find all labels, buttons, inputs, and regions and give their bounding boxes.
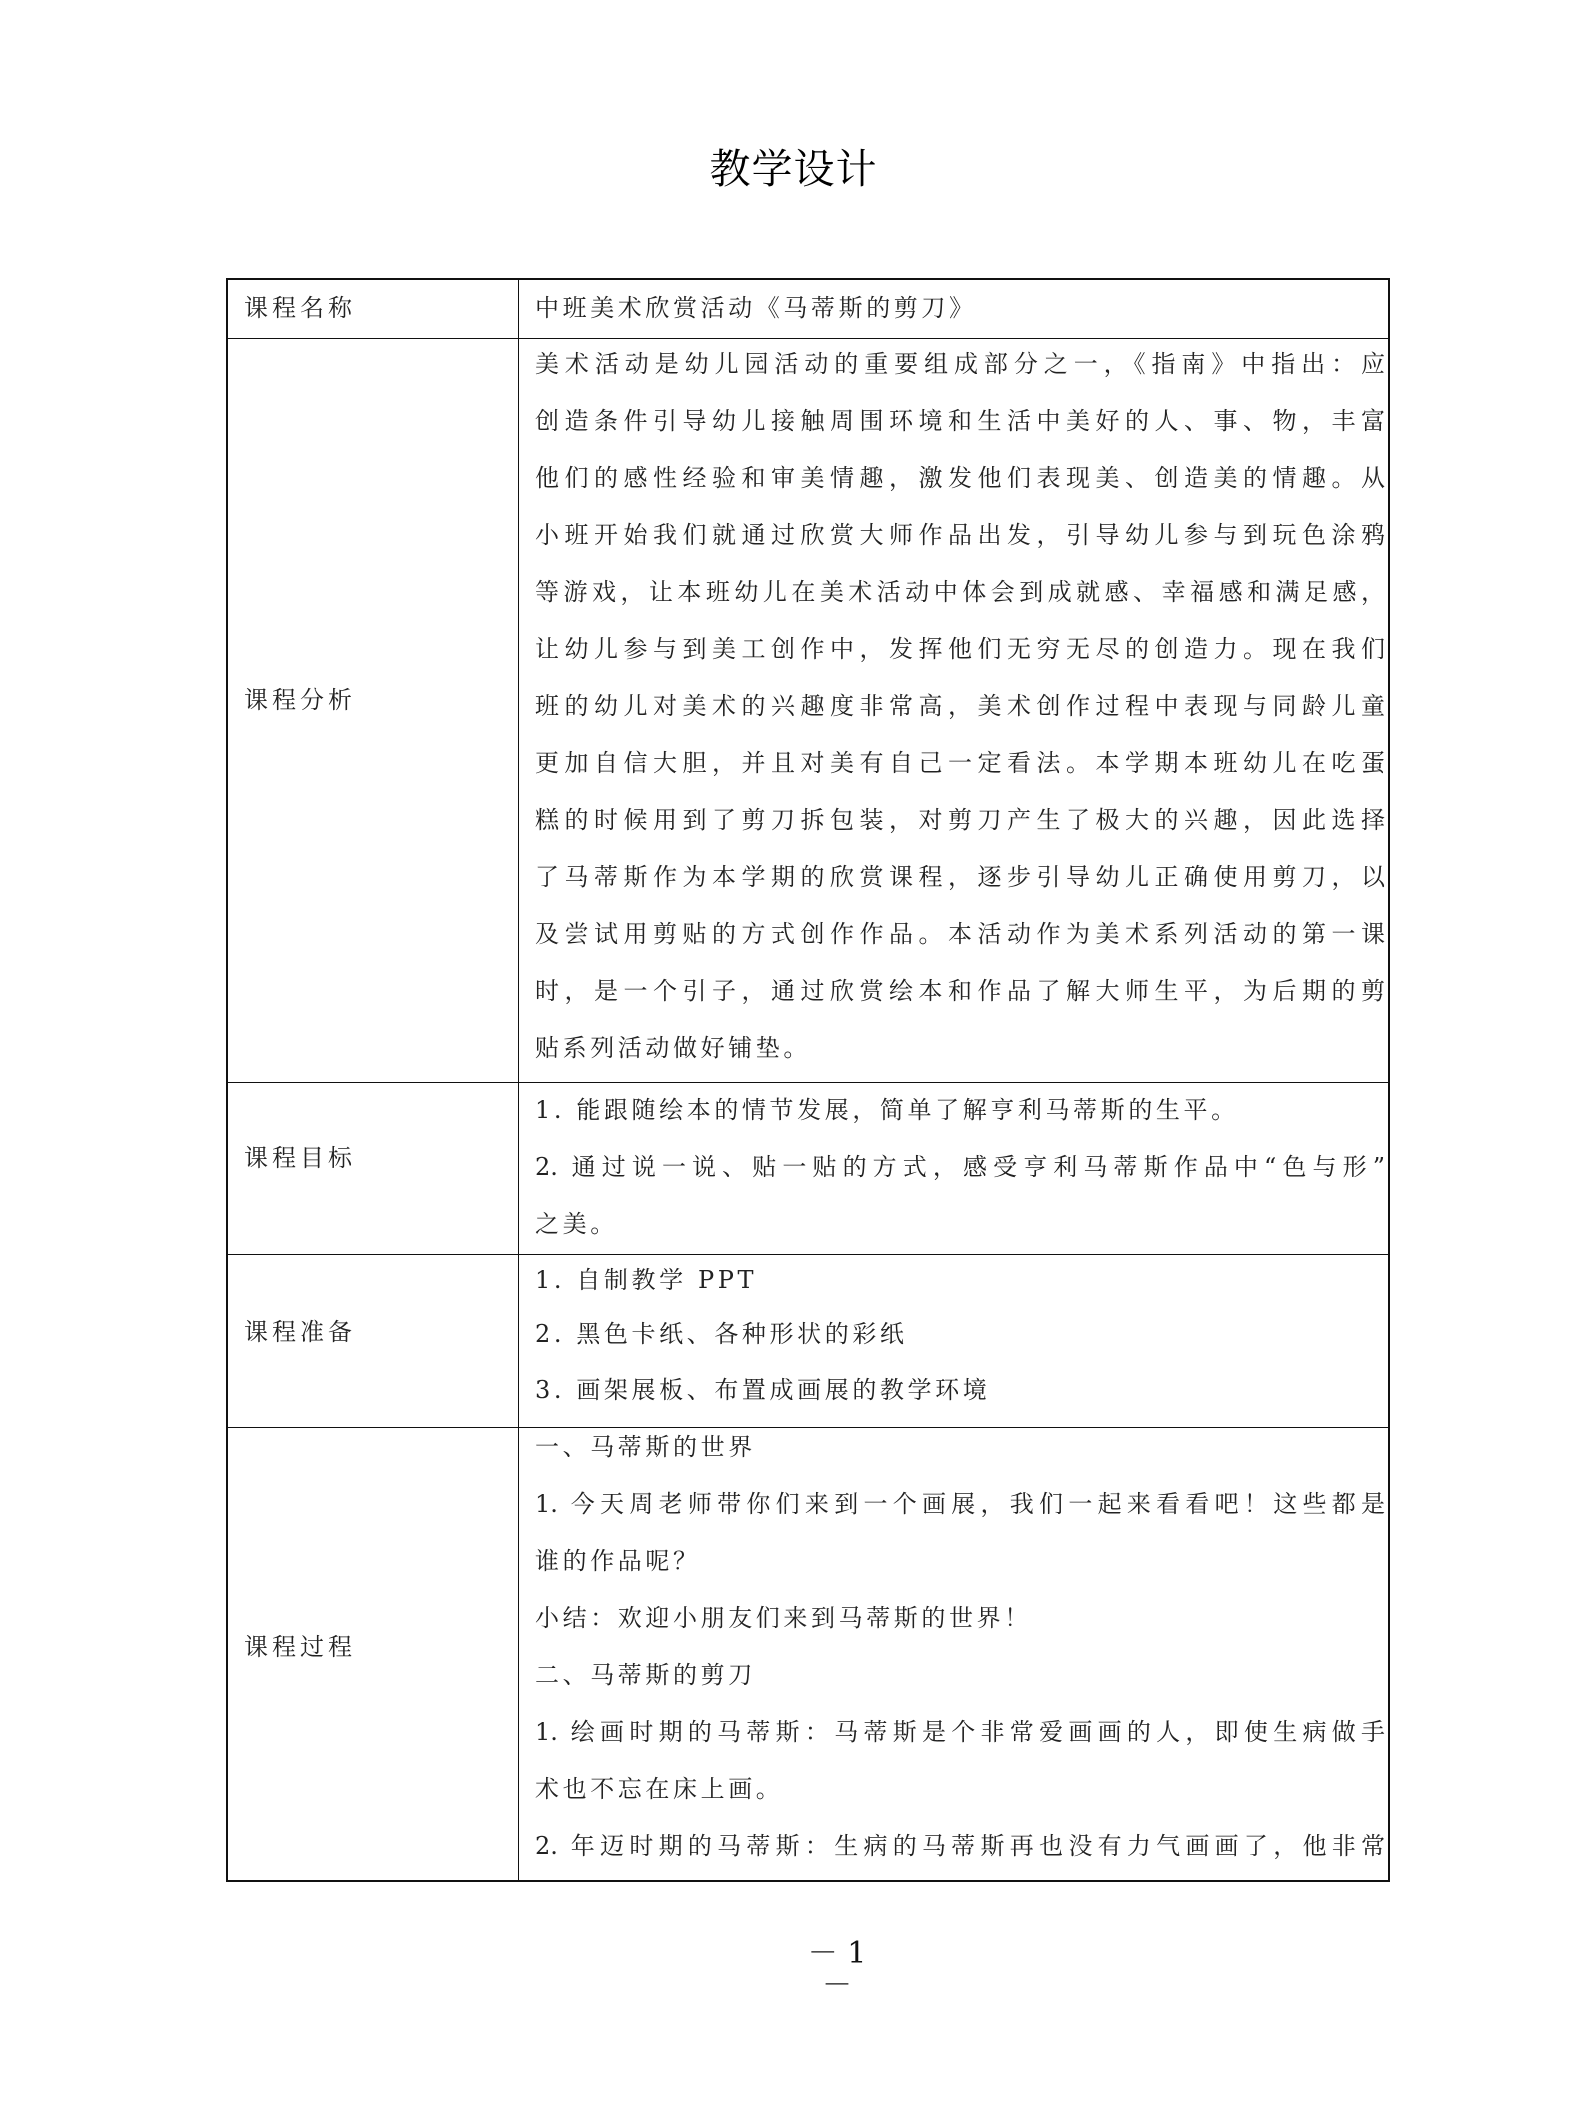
analysis-line: 他们的感性经验和审美情趣，激发他们表现美、创造美的情趣。从 xyxy=(535,464,1385,492)
row-label-course-goals: 课程目标 xyxy=(244,1144,356,1172)
document-title: 教学设计 xyxy=(709,145,878,193)
process-line: 术也不忘在床上画。 xyxy=(535,1775,784,1803)
analysis-line: 美术活动是幼儿园活动的重要组成部分之一，《指南》中指出：应 xyxy=(535,350,1385,378)
row-divider xyxy=(228,1254,1388,1255)
analysis-line: 贴系列活动做好铺垫。 xyxy=(535,1034,811,1062)
row-divider xyxy=(228,1082,1388,1083)
goal-line: 之美。 xyxy=(535,1210,618,1238)
process-line: 二、马蒂斯的剪刀 xyxy=(535,1661,756,1689)
analysis-line: 小班开始我们就通过欣赏大师作品出发，引导幼儿参与到玩色涂鸦 xyxy=(535,521,1385,549)
preparation-line: 2. 黑色卡纸、各种形状的彩纸 xyxy=(535,1320,908,1348)
process-line: 2. 年迈时期的马蒂斯：生病的马蒂斯再也没有力气画画了，他非常 xyxy=(535,1832,1385,1860)
row-label-course-preparation: 课程准备 xyxy=(244,1318,356,1346)
row-label-course-name: 课程名称 xyxy=(244,294,356,322)
course-name-value: 中班美术欣赏活动《马蒂斯的剪刀》 xyxy=(535,294,977,322)
process-line: 1. 今天周老师带你们来到一个画展，我们一起来看看吧！这些都是 xyxy=(535,1490,1385,1518)
preparation-line: 3. 画架展板、布置成画展的教学环境 xyxy=(535,1376,991,1404)
process-line: 一、马蒂斯的世界 xyxy=(535,1433,756,1461)
analysis-line: 班的幼儿对美术的兴趣度非常高，美术创作过程中表现与同龄儿童 xyxy=(535,692,1385,720)
process-line: 谁的作品呢？ xyxy=(535,1547,701,1575)
process-line: 1. 绘画时期的马蒂斯：马蒂斯是个非常爱画画的人，即使生病做手 xyxy=(535,1718,1385,1746)
row-divider xyxy=(228,1427,1388,1428)
analysis-line: 让幼儿参与到美工创作中，发挥他们无穷无尽的创造力。现在我们 xyxy=(535,635,1385,663)
analysis-line: 更加自信大胆，并且对美有自己一定看法。本学期本班幼儿在吃蛋 xyxy=(535,749,1385,777)
lesson-plan-table xyxy=(226,278,1390,1882)
goal-line: 2. 通过说一说、贴一贴的方式，感受亨利马蒂斯作品中“色与形” xyxy=(535,1153,1385,1181)
analysis-line: 糕的时候用到了剪刀拆包装，对剪刀产生了极大的兴趣，因此选择 xyxy=(535,806,1385,834)
process-line: 小结：欢迎小朋友们来到马蒂斯的世界！ xyxy=(535,1604,1032,1632)
analysis-line: 及尝试用剪贴的方式创作作品。本活动作为美术系列活动的第一课 xyxy=(535,920,1385,948)
row-divider xyxy=(228,338,1388,339)
page-number: － 1 － xyxy=(807,1936,867,2003)
row-label-course-analysis: 课程分析 xyxy=(244,686,356,714)
row-label-course-process: 课程过程 xyxy=(244,1633,356,1661)
analysis-line: 等游戏，让本班幼儿在美术活动中体会到成就感、幸福感和满足感， xyxy=(535,578,1385,606)
analysis-line: 了马蒂斯作为本学期的欣赏课程，逐步引导幼儿正确使用剪刀，以 xyxy=(535,863,1385,891)
preparation-line: 1. 自制教学 PPT xyxy=(535,1266,758,1294)
analysis-line: 创造条件引导幼儿接触周围环境和生活中美好的人、事、物，丰富 xyxy=(535,407,1385,435)
column-divider xyxy=(518,280,519,1880)
goal-line: 1. 能跟随绘本的情节发展，简单了解亨利马蒂斯的生平。 xyxy=(535,1096,1239,1124)
analysis-line: 时，是一个引子，通过欣赏绘本和作品了解大师生平，为后期的剪 xyxy=(535,977,1385,1005)
